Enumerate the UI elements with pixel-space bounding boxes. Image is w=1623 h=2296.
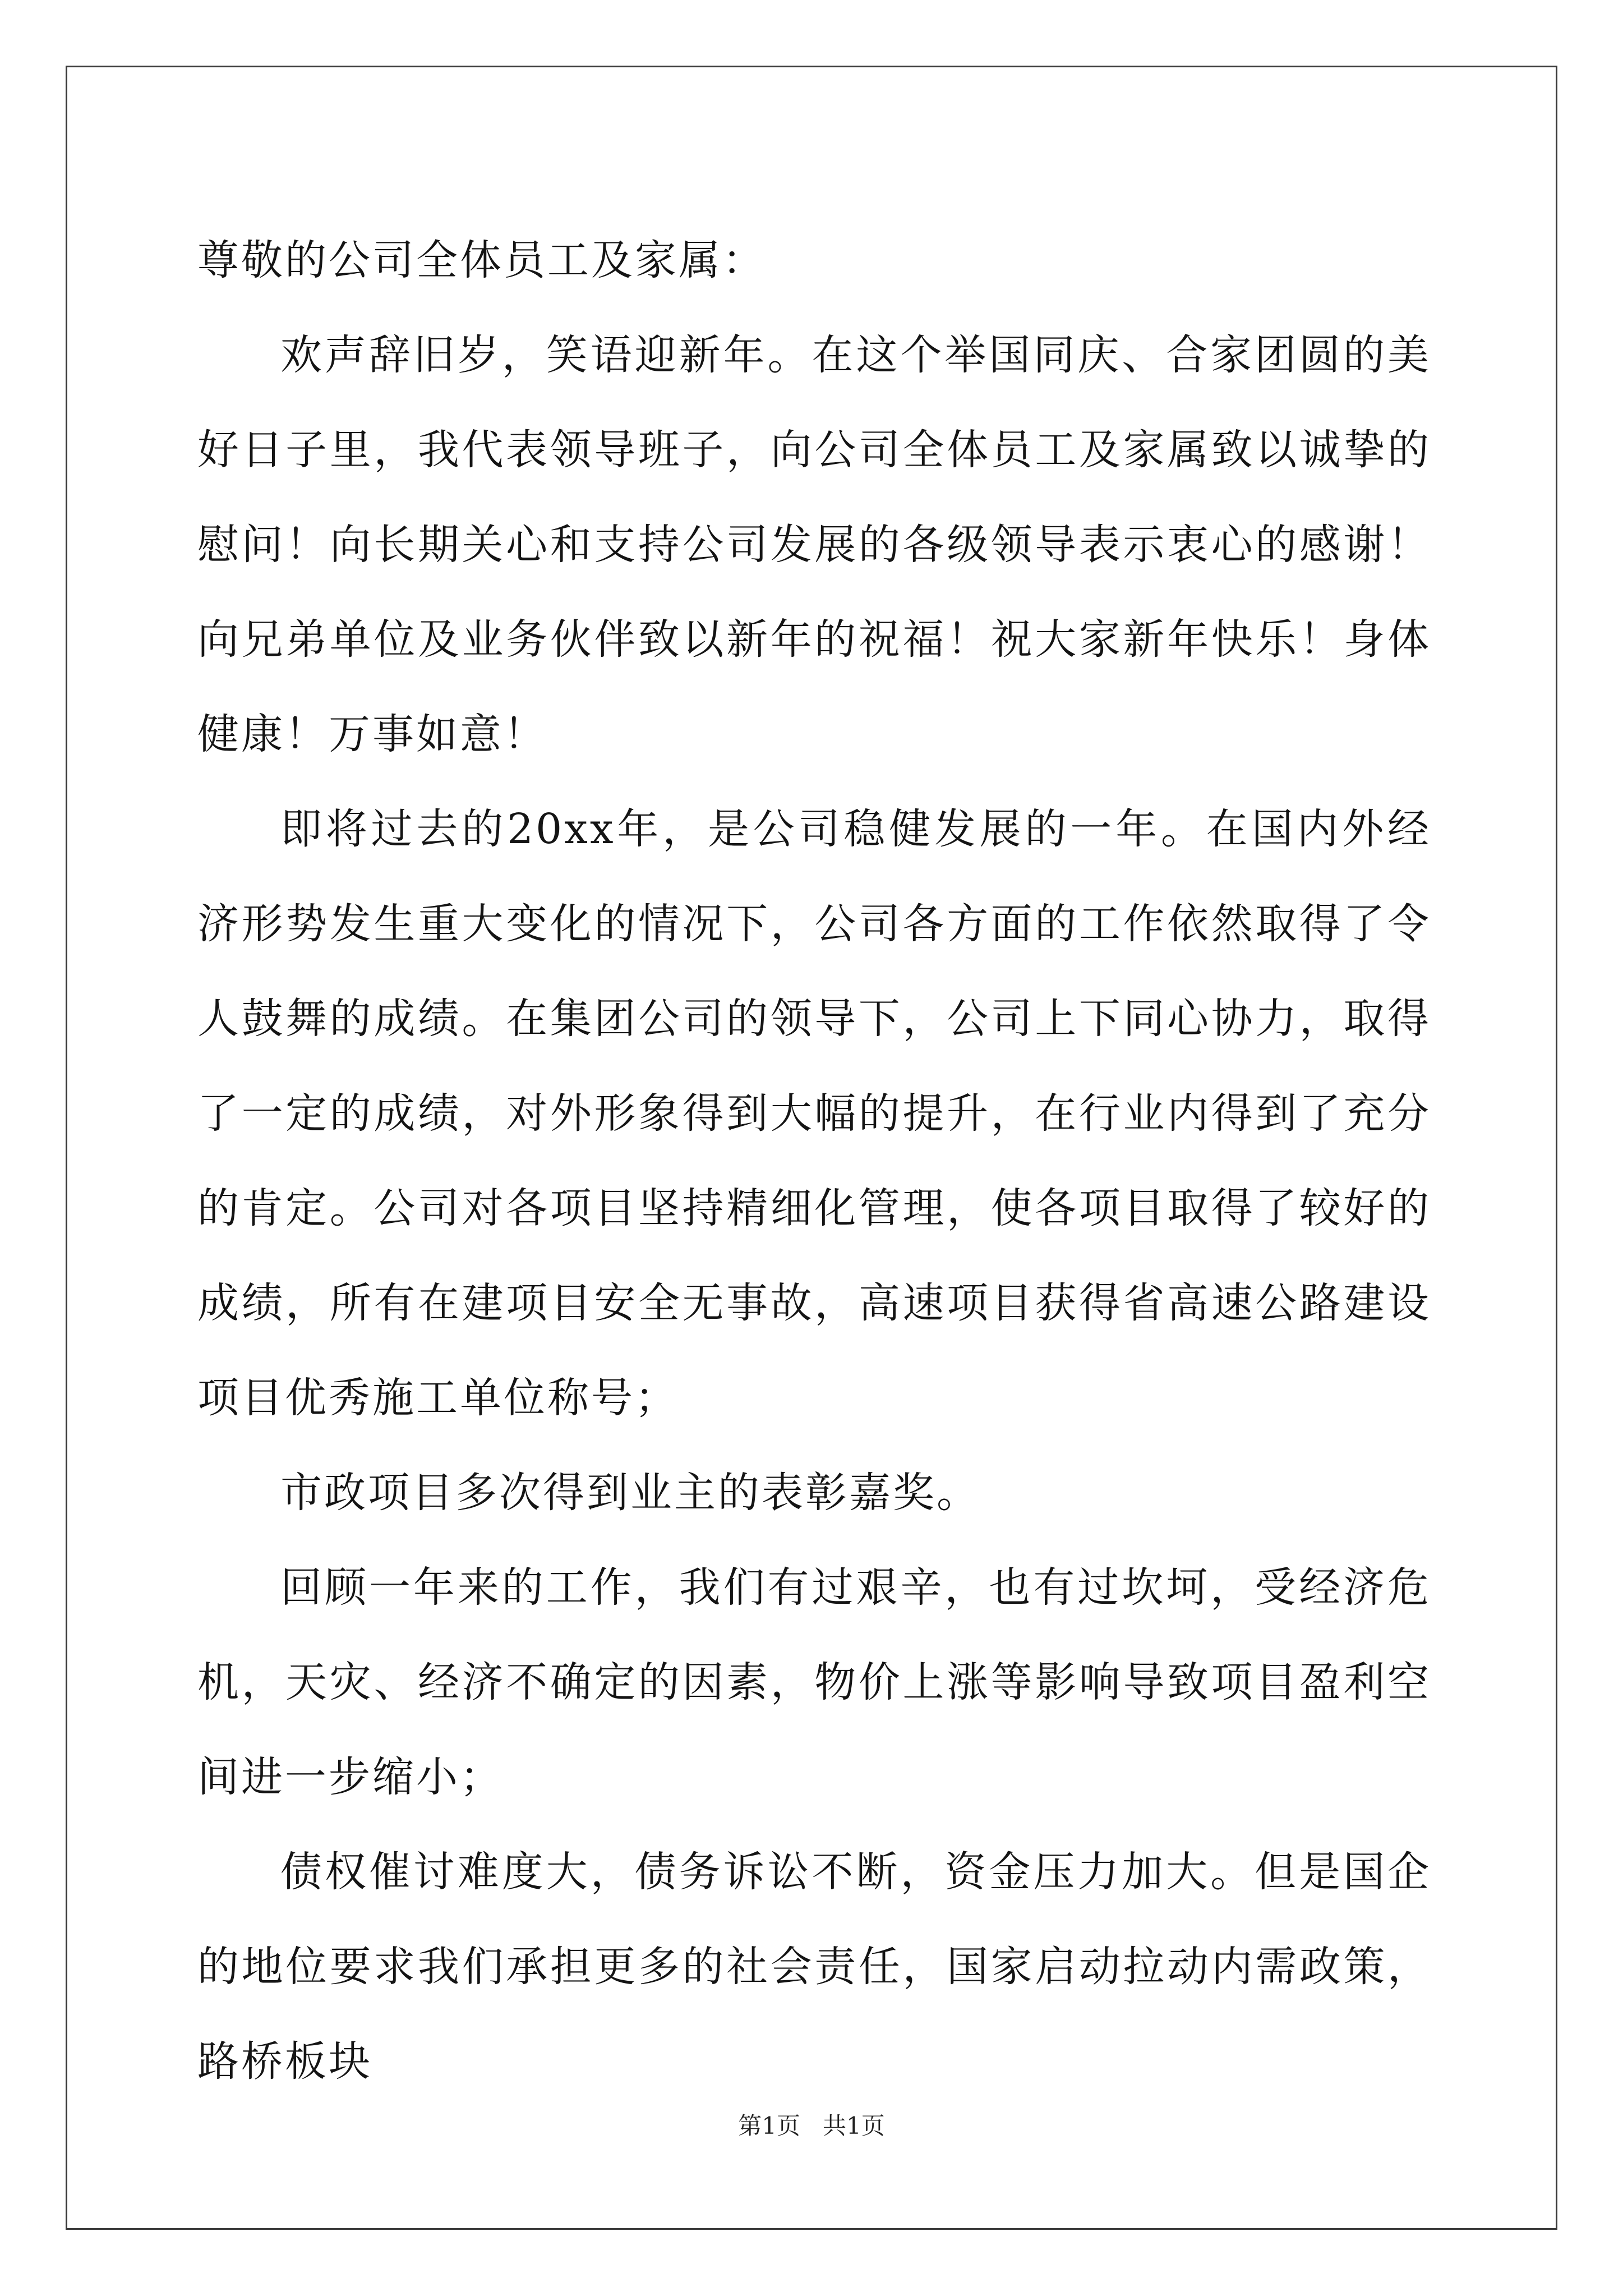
page-number-current: 第1页 — [738, 2112, 800, 2139]
page-number-total: 共1页 — [823, 2112, 885, 2139]
paragraph-5: 债权催讨难度大，债务诉讼不断，资金压力加大。但是国企的地位要求我们承担更多的社会责任，国家启动拉动内需政策，路桥板块 — [197, 1848, 1431, 2086]
paragraph-3: 市政项目多次得到业主的表彰嘉奖。 — [280, 1469, 980, 1517]
page-footer — [0, 2109, 1623, 2143]
footer-gap — [800, 2112, 823, 2139]
document-body — [197, 213, 1431, 2109]
paragraph-4: 回顾一年来的工作，我们有过艰辛，也有过坎坷，受经济危机，天灾、经济不确定的因素，物价上涨等影响导致项目盈利空间进一步缩小； — [197, 1563, 1431, 1801]
salutation: 尊敬的公司全体员工及家属： — [197, 236, 766, 284]
paragraph-2: 即将过去的20xx年，是公司稳健发展的一年。在国内外经济形势发生重大变化的情况下，公司各方面的工作依然取得了令人鼓舞的成绩。在集团公司的领导下，公司上下同心协力，取得了一定的成绩，对外形象得到大幅的提升，在行业内得到了充分的肯定。公司对各项目坚持精细化管理，使各项目取得了较好的成绩，所有在建项目安全无事故，高速项目获得省高速公路建设项目优秀施工单位称号； — [197, 805, 1431, 1422]
paragraph-1: 欢声辞旧岁，笑语迎新年。在这个举国同庆、合家团圆的美好日子里，我代表领导班子，向公司全体员工及家属致以诚挚的慰问！向长期关心和支持公司发展的各级领导表示衷心的感谢！向兄弟单位及业务伙伴致以新年的祝福！祝大家新年快乐！身体健康！万事如意！ — [197, 331, 1431, 758]
